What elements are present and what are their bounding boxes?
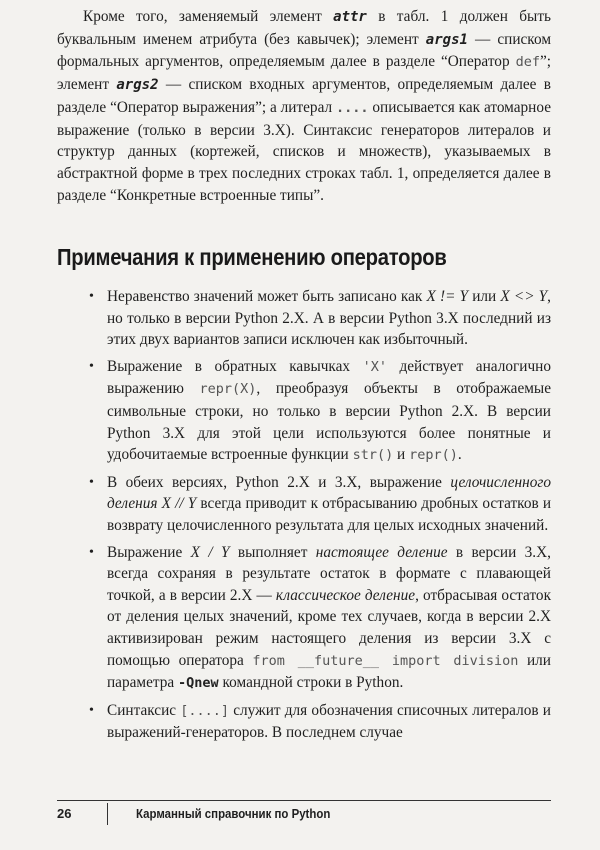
list-item [57,542,551,695]
list-item [57,286,551,351]
note-text: , отбрасывая остаток от деления целых значений, кроме тех случаев, когда в версии 2.X активизирован режим настоящего деления из версии 3.X с помощью оператора [107,586,552,669]
intro-text: ”; элемент [57,53,551,94]
emphasis-term: настоящее деление [315,543,448,561]
note-text: служит для обозначения списочных литералов и выражений-генераторов. В последнем случае [107,701,551,742]
footer-separator [107,803,108,825]
code-inline: repr() [409,447,458,464]
page-number: 26 [57,806,72,821]
intro-text: в табл. 1 должен быть буквальным именем атрибута (без кавычек); элемент [57,8,551,48]
list-item [57,472,551,537]
bullet-marker: • [89,289,94,304]
note-text: Неравенство значений может быть записано как [107,288,427,305]
footer-divider [57,800,551,801]
note-text: Синтаксис [107,701,181,719]
intro-text: — списком входных аргументов, определяемым далее в разделе “Оператор выражения”; а литерал [57,76,551,116]
note-text: выполняет [229,543,316,561]
code-ellipsis: .... [336,99,369,116]
section-heading: Примечания к применению операторов [57,244,447,270]
note-text: и [393,446,410,464]
intro-paragraph [57,6,551,206]
code-args1: args1 [425,31,468,48]
bullet-marker: • [89,544,94,560]
note-text: Выражение [107,543,191,561]
note-text: или [468,288,501,305]
code-inline: from __future__ import division [252,652,519,669]
note-text: . [457,446,462,464]
notes-list [57,286,551,749]
note-text: действует аналогично выражению [107,357,551,398]
note-text: или параметра [107,651,551,692]
note-text: командной строки в Python. [218,674,404,692]
code-inline: 'X' [362,358,387,375]
bullet-marker: • [89,702,94,718]
code-option: -Qnew [178,675,219,692]
code-inline: [....] [180,702,230,719]
code-expression: X // Y [161,495,197,513]
code-expression: X <> Y [500,288,548,305]
note-text: всегда приводит к отбрасыванию дробных остатков и возврату целочисленного результата для целых исходных значений. [107,495,551,534]
intro-text: Кроме того, заменяемый элемент [83,8,334,25]
emphasis-term: классическое деление [275,586,416,604]
intro-text: — списком формальных аргументов, определяемым далее в разделе “Оператор [57,30,552,71]
note-text: , но только в версии Python 2.X. А в версии Python 3.X последний из этих двух вариантов записи исключен как избыточный. [107,288,551,349]
bullet-marker: • [89,358,94,374]
code-def: def [515,54,540,71]
list-item [57,700,551,744]
note-text: В обеих версиях, Python 2.X и 3.X, выражение [107,473,451,491]
note-text: , преобразуя объекты в отображаемые символьные строки, но только в версии Python 2.X. В версии Python 3.X для этой цели используются более понятные и удобочитаемые встроенные функции [107,380,551,464]
code-expression: X / Y [190,543,230,561]
code-inline: repr(X) [199,381,257,398]
running-title: Карманный справочник по Python [136,806,331,821]
emphasis-term: целочисленного деления [107,473,551,513]
code-expression: X != Y [426,288,469,305]
note-text: Выражение в обратных кавычках [107,357,363,375]
code-attr: attr [333,9,367,25]
bullet-marker: • [89,474,94,490]
code-inline: str() [352,447,394,464]
list-item [57,356,551,467]
intro-text: описывается как атомарное выражение (только в версии 3.X). Синтаксис генераторов литералов и структур данных (кортежей, списков и множеств), указываемых в абстрактной форме в трех последних строках табл. 1, определяется далее в разделе “Конкретные встроенные типы”. [57,98,551,204]
code-args2: args2 [116,77,159,94]
note-text: в версии 3.X, всегда сохраняя в результате остаток в формате с плавающей точкой, а в версии 2.X — [107,543,551,604]
